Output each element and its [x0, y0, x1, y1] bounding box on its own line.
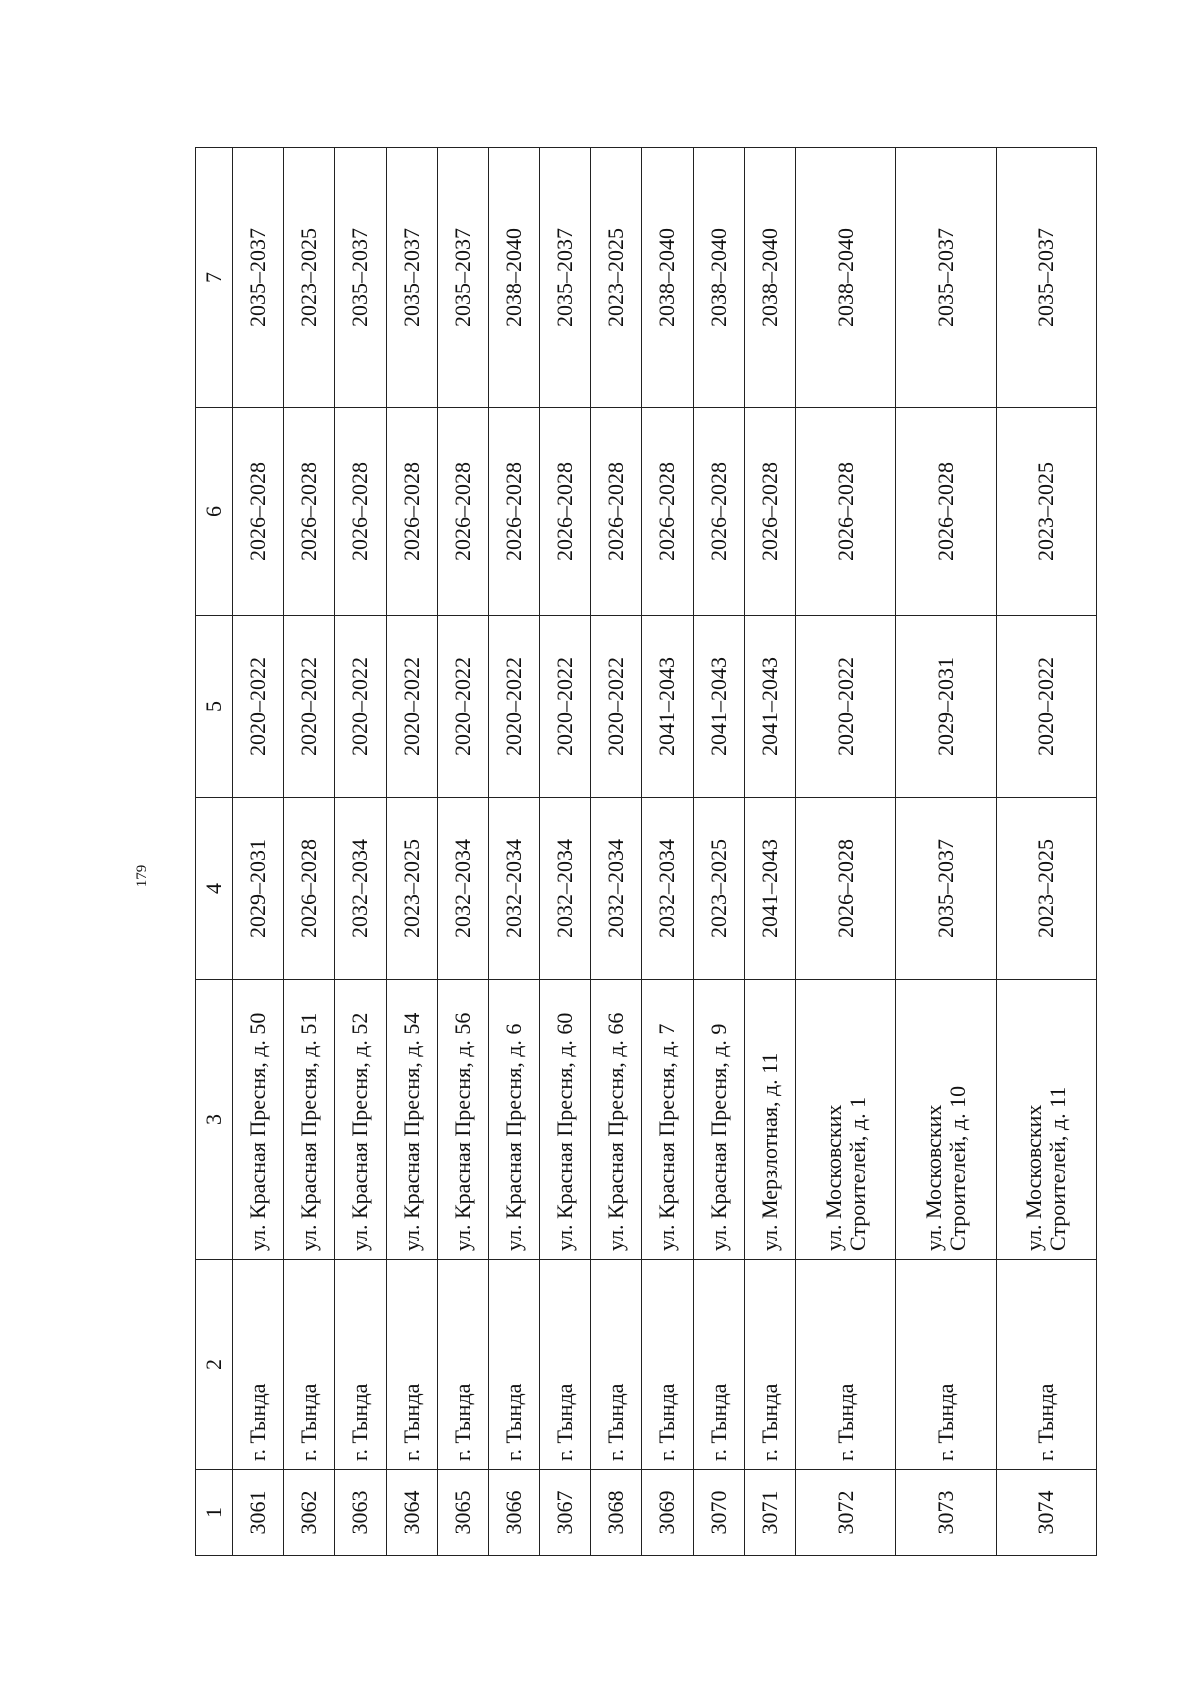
- cell-period-4: 2032–2034: [642, 798, 693, 980]
- cell-city: г. Тында: [335, 1260, 386, 1470]
- cell-period-6: 2026–2028: [540, 408, 591, 616]
- table-row: [642, 148, 693, 1556]
- cell-period-5: 2020–2022: [386, 616, 437, 798]
- cell-address: ул. Мерзлотная, д. 11: [744, 980, 795, 1260]
- page-number: 179: [134, 864, 150, 888]
- cell-period-4: 2032–2034: [335, 798, 386, 980]
- header-col-2: 2: [196, 1260, 233, 1470]
- cell-row-number: 3071: [744, 1470, 795, 1556]
- cell-row-number: 3061: [233, 1470, 284, 1556]
- cell-city: г. Тында: [540, 1260, 591, 1470]
- cell-period-5: 2020–2022: [488, 616, 539, 798]
- cell-city: г. Тында: [284, 1260, 335, 1470]
- cell-period-4: 2032–2034: [437, 798, 488, 980]
- cell-period-5: 2020–2022: [996, 616, 1096, 798]
- cell-period-5: 2020–2022: [335, 616, 386, 798]
- cell-city: г. Тында: [488, 1260, 539, 1470]
- cell-row-number: 3065: [437, 1470, 488, 1556]
- table-row: [996, 148, 1096, 1556]
- cell-row-number: 3072: [795, 1470, 895, 1556]
- cell-row-number: 3062: [284, 1470, 335, 1556]
- header-col-6: 6: [196, 408, 233, 616]
- cell-row-number: 3067: [540, 1470, 591, 1556]
- cell-period-6: 2026–2028: [284, 408, 335, 616]
- cell-address: ул. Красная Пресня, д. 6: [488, 980, 539, 1260]
- cell-city: г. Тында: [437, 1260, 488, 1470]
- cell-row-number: 3074: [996, 1470, 1096, 1556]
- cell-address: ул. Красная Пресня, д. 7: [642, 980, 693, 1260]
- cell-period-7: 2035–2037: [386, 148, 437, 408]
- cell-row-number: 3064: [386, 1470, 437, 1556]
- cell-period-4: 2026–2028: [795, 798, 895, 980]
- cell-row-number: 3063: [335, 1470, 386, 1556]
- cell-period-6: 2026–2028: [335, 408, 386, 616]
- cell-period-5: 2041–2043: [744, 616, 795, 798]
- cell-period-4: 2029–2031: [233, 798, 284, 980]
- cell-period-5: 2041–2043: [693, 616, 744, 798]
- cell-period-5: 2029–2031: [896, 616, 996, 798]
- cell-period-6: 2026–2028: [744, 408, 795, 616]
- cell-address: ул. Красная Пресня, д. 51: [284, 980, 335, 1260]
- cell-address: ул. Московских Строителей, д. 11: [996, 980, 1096, 1260]
- cell-period-6: 2026–2028: [795, 408, 895, 616]
- cell-address: ул. Красная Пресня, д. 50: [233, 980, 284, 1260]
- cell-city: г. Тында: [233, 1260, 284, 1470]
- cell-period-5: 2041–2043: [642, 616, 693, 798]
- table-row: [386, 148, 437, 1556]
- cell-period-7: 2038–2040: [488, 148, 539, 408]
- table-header: [196, 148, 233, 1556]
- cell-city: г. Тында: [996, 1260, 1096, 1470]
- table-row: [437, 148, 488, 1556]
- cell-period-7: 2035–2037: [540, 148, 591, 408]
- cell-period-5: 2020–2022: [591, 616, 642, 798]
- cell-city: г. Тында: [386, 1260, 437, 1470]
- table-row: [488, 148, 539, 1556]
- cell-period-6: 2026–2028: [437, 408, 488, 616]
- table-row: [335, 148, 386, 1556]
- table-row: [540, 148, 591, 1556]
- cell-period-7: 2035–2037: [233, 148, 284, 408]
- cell-period-6: 2026–2028: [488, 408, 539, 616]
- cell-period-6: 2026–2028: [642, 408, 693, 616]
- cell-period-4: 2023–2025: [996, 798, 1096, 980]
- cell-period-7: 2035–2037: [437, 148, 488, 408]
- cell-address: ул. Красная Пресня, д. 56: [437, 980, 488, 1260]
- table-row: [693, 148, 744, 1556]
- cell-period-4: 2041–2043: [744, 798, 795, 980]
- cell-city: г. Тында: [693, 1260, 744, 1470]
- cell-address: ул. Красная Пресня, д. 52: [335, 980, 386, 1260]
- cell-city: г. Тында: [896, 1260, 996, 1470]
- header-col-1: 1: [196, 1470, 233, 1556]
- schedule-table: [195, 147, 1097, 1556]
- cell-period-4: 2032–2034: [591, 798, 642, 980]
- cell-period-7: 2035–2037: [335, 148, 386, 408]
- table-container: [195, 148, 1097, 1556]
- table-row: [591, 148, 642, 1556]
- table-row: [896, 148, 996, 1556]
- cell-address: ул. Красная Пресня, д. 60: [540, 980, 591, 1260]
- table-row: [744, 148, 795, 1556]
- header-col-7: 7: [196, 148, 233, 408]
- cell-period-7: 2038–2040: [744, 148, 795, 408]
- cell-period-4: 2035–2037: [896, 798, 996, 980]
- cell-period-5: 2020–2022: [540, 616, 591, 798]
- cell-period-4: 2026–2028: [284, 798, 335, 980]
- cell-row-number: 3068: [591, 1470, 642, 1556]
- cell-period-5: 2020–2022: [284, 616, 335, 798]
- cell-period-6: 2026–2028: [386, 408, 437, 616]
- cell-period-4: 2023–2025: [386, 798, 437, 980]
- cell-period-7: 2035–2037: [996, 148, 1096, 408]
- cell-period-5: 2020–2022: [795, 616, 895, 798]
- cell-period-7: 2023–2025: [591, 148, 642, 408]
- header-col-4: 4: [196, 798, 233, 980]
- cell-address: ул. Московских Строителей, д. 1: [795, 980, 895, 1260]
- cell-period-7: 2038–2040: [642, 148, 693, 408]
- cell-city: г. Тында: [744, 1260, 795, 1470]
- table-body: [233, 148, 1097, 1556]
- table-row: [284, 148, 335, 1556]
- cell-period-6: 2026–2028: [896, 408, 996, 616]
- header-row: [196, 148, 233, 1556]
- cell-period-4: 2032–2034: [540, 798, 591, 980]
- cell-period-5: 2020–2022: [233, 616, 284, 798]
- cell-row-number: 3073: [896, 1470, 996, 1556]
- cell-city: г. Тында: [795, 1260, 895, 1470]
- cell-period-4: 2023–2025: [693, 798, 744, 980]
- cell-address: ул. Красная Пресня, д. 9: [693, 980, 744, 1260]
- cell-period-6: 2026–2028: [233, 408, 284, 616]
- cell-period-7: 2023–2025: [284, 148, 335, 408]
- cell-period-6: 2026–2028: [591, 408, 642, 616]
- cell-period-7: 2035–2037: [896, 148, 996, 408]
- cell-address: ул. Красная Пресня, д. 54: [386, 980, 437, 1260]
- cell-city: г. Тында: [591, 1260, 642, 1470]
- cell-address: ул. Московских Строителей, д. 10: [896, 980, 996, 1260]
- cell-period-6: 2026–2028: [693, 408, 744, 616]
- cell-period-5: 2020–2022: [437, 616, 488, 798]
- table-row: [795, 148, 895, 1556]
- header-col-3: 3: [196, 980, 233, 1260]
- cell-city: г. Тында: [642, 1260, 693, 1470]
- cell-period-7: 2038–2040: [795, 148, 895, 408]
- cell-row-number: 3070: [693, 1470, 744, 1556]
- header-col-5: 5: [196, 616, 233, 798]
- cell-address: ул. Красная Пресня, д. 66: [591, 980, 642, 1260]
- cell-row-number: 3066: [488, 1470, 539, 1556]
- cell-period-7: 2038–2040: [693, 148, 744, 408]
- cell-period-6: 2023–2025: [996, 408, 1096, 616]
- table-row: [233, 148, 284, 1556]
- cell-period-4: 2032–2034: [488, 798, 539, 980]
- cell-row-number: 3069: [642, 1470, 693, 1556]
